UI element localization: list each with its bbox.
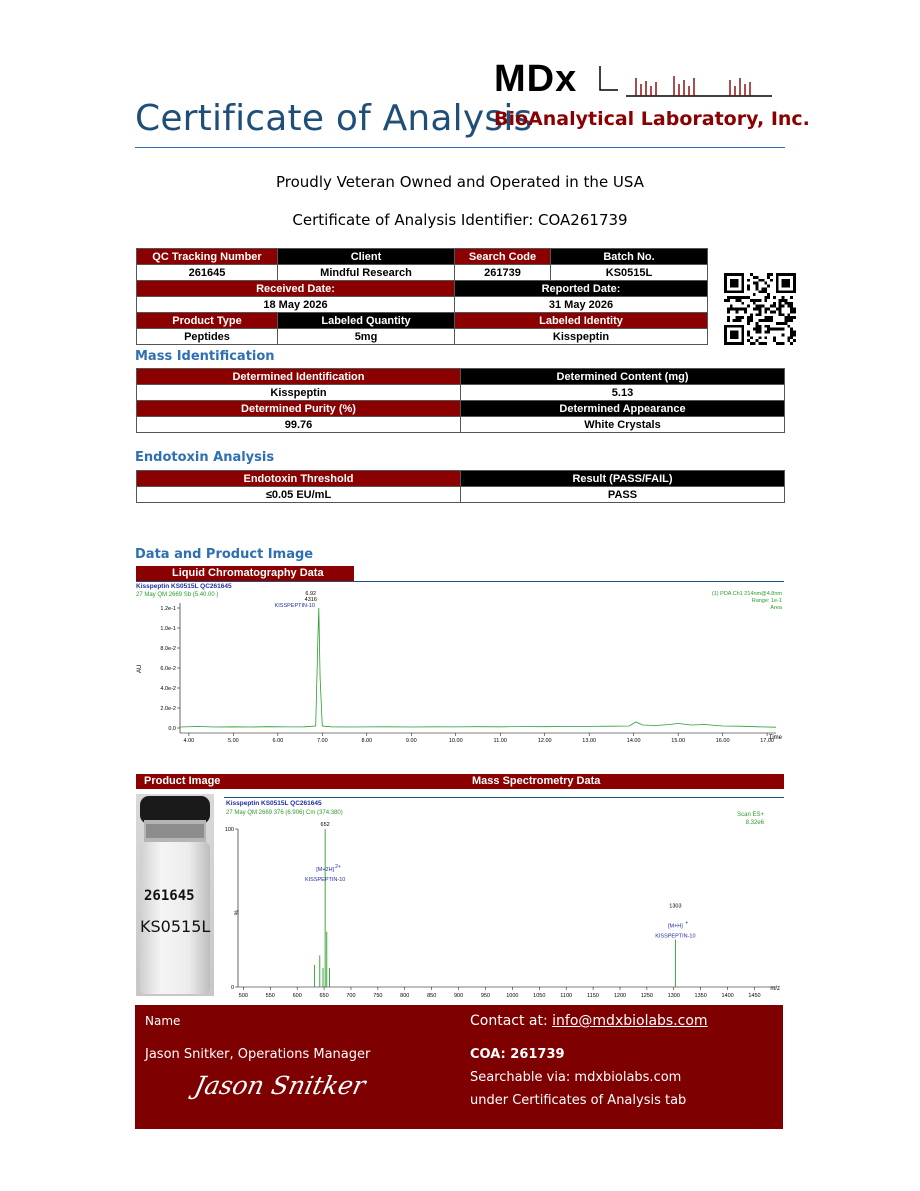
determined-purity-value: 99.76: [137, 417, 461, 433]
lc-y-tick-label: 8.0e-2: [160, 646, 176, 652]
lc-y-tick-label: 4.0e-2: [160, 686, 176, 692]
lc-xunit: Time: [768, 735, 782, 741]
footer-under: under Certificates of Analysis tab: [470, 1093, 687, 1108]
lc-x-tick-label: 11.00: [493, 738, 507, 744]
ms-banner: Mass Spectrometry Data: [472, 775, 601, 787]
received-date-value: 18 May 2026: [137, 297, 455, 313]
header-determined-appearance: Determined Appearance: [461, 401, 785, 417]
ms-peak1-name: KISSPEPTIN-10: [304, 877, 346, 883]
lc-range: Range: 1e-1: [751, 598, 782, 604]
search-code-value: 261739: [455, 265, 551, 281]
page-title: Certificate of Analysis: [135, 98, 533, 139]
lc-peak-rt: 6.92: [305, 591, 317, 597]
lc-subtitle: 27 May QM 2669 Sb (5.40.00 ): [136, 592, 219, 598]
header-endotoxin-threshold: Endotoxin Threshold: [137, 471, 461, 487]
ms-scan-mode: Scan ES+: [737, 812, 764, 818]
endotoxin-result-value: PASS: [461, 487, 785, 503]
coa-identifier: Certificate of Analysis Identifier: COA261739: [292, 211, 628, 229]
logo-spectrum-icon: [596, 64, 774, 100]
lc-x-tick-label: 13.00: [582, 738, 597, 744]
ms-x-tick-label: 1100: [560, 993, 573, 999]
product-type-value: Peptides: [137, 329, 278, 345]
lc-series-line: [180, 608, 776, 727]
lc-x-tick-label: 7.00: [316, 738, 328, 744]
lc-x-tick-label: 17.00: [760, 738, 774, 744]
ms-x-tick-label: 800: [400, 993, 410, 999]
lc-peak-name: KISSPEPTIN-10: [274, 603, 315, 609]
ms-ylabel: %: [232, 910, 238, 916]
labeled-quantity-value: 5mg: [278, 329, 455, 345]
logo-lab-name: BioAnalytical Laboratory, Inc.: [494, 108, 810, 130]
labeled-identity-value: Kisspeptin: [455, 329, 708, 345]
lc-y-tick-label: 1.0e-1: [160, 626, 176, 632]
lc-x-tick-label: 5.00: [228, 738, 239, 744]
endotoxin-table: [136, 470, 785, 503]
footer-searchable: Searchable via: mdxbiolabs.com: [470, 1070, 682, 1085]
header-search-code: Search Code: [455, 249, 551, 265]
ms-peak1-mz: 652: [320, 822, 330, 828]
footer-contact: [470, 1013, 708, 1029]
footer-contact-email-link[interactable]: info@mdxbiolabs.com: [552, 1013, 708, 1029]
ms-x-tick-label: 1150: [587, 993, 599, 999]
ms-y-tick-label: 0: [230, 985, 234, 991]
lc-x-tick-label: 10.00: [448, 738, 463, 744]
ms-x-tick-label: 500: [238, 993, 248, 999]
lc-detector: (1) PDA Ch1 214nm@4.8nm: [711, 591, 782, 597]
ms-x-tick-label: 1300: [667, 993, 680, 999]
ms-x-tick-label: 950: [480, 993, 491, 999]
header-determined-identification: Determined Identification: [137, 369, 461, 385]
qc-tracking-value: 261645: [137, 265, 278, 281]
ms-x-tick-label: 700: [346, 993, 356, 999]
lc-y-tick-label: 1.2e-1: [160, 606, 176, 612]
client-value: Mindful Research: [278, 265, 455, 281]
footer-panel: [135, 1005, 783, 1129]
ms-x-tick-label: 1000: [506, 993, 519, 999]
ms-peak2-ion: [M+H]: [667, 923, 683, 930]
ms-x-tick-label: 1200: [613, 993, 627, 999]
lc-x-tick-label: 12.00: [537, 738, 552, 744]
lc-x-tick-label: 8.00: [361, 738, 373, 744]
data-section-heading: Data and Product Image: [135, 547, 314, 562]
determined-appearance-value: White Crystals: [461, 417, 785, 433]
lc-banner: Liquid Chromatography Data: [136, 566, 354, 581]
ms-peak1-charge: 2+: [335, 864, 341, 870]
ms-x-tick-label: 550: [265, 993, 275, 999]
ms-xunit: m/z: [770, 986, 780, 992]
ms-spectrum: [224, 797, 784, 1002]
header-received-date: Received Date:: [137, 281, 455, 297]
footer-coa: COA: 261739: [470, 1047, 565, 1062]
header-endotoxin-result: Result (PASS/FAIL): [461, 471, 785, 487]
determined-content-value: 5.13: [461, 385, 785, 401]
header-divider: [135, 147, 785, 148]
product-vial-image: [136, 794, 214, 996]
ms-x-tick-label: 650: [319, 993, 329, 999]
header-labeled-quantity: Labeled Quantity: [278, 313, 455, 329]
lc-x-tick-label: 4.00: [183, 738, 195, 744]
product-image-banner: Product Image: [144, 775, 221, 787]
vial-label-batch: KS0515L: [140, 917, 211, 936]
ms-x-tick-label: 750: [373, 993, 383, 999]
footer-signer: Jason Snitker, Operations Manager: [145, 1047, 371, 1062]
ms-y-tick-label: 100: [224, 827, 234, 833]
ms-peak2-mz: 1303: [669, 903, 682, 910]
ms-x-tick-label: 1350: [694, 993, 707, 999]
determined-identification-value: Kisspeptin: [137, 385, 461, 401]
header-batch-no: Batch No.: [551, 249, 708, 265]
lc-y-tick-label: 0.0: [168, 726, 176, 732]
lc-y-tick-label: 6.0e-2: [160, 666, 176, 672]
qr-code-icon[interactable]: [724, 273, 796, 345]
footer-signature: Jason Snitker: [191, 1071, 369, 1100]
ms-x-tick-label: 1250: [640, 993, 654, 999]
lc-x-tick-label: 14.00: [626, 738, 641, 744]
header-determined-purity: Determined Purity (%): [137, 401, 461, 417]
header-client: Client: [278, 249, 455, 265]
lc-x-tick-label: 15.00: [671, 738, 686, 744]
mass-identification-table: [136, 368, 785, 433]
ms-subtitle: 27 May QM 2669 376 (6.906) Cm (374:380): [226, 810, 343, 816]
lc-peak-area: 4316: [304, 597, 317, 603]
ms-intensity-max: 8.32e6: [745, 820, 764, 826]
lc-x-tick-label: 9.00: [405, 738, 417, 744]
batch-no-value: KS0515L: [551, 265, 708, 281]
header-qc-tracking: QC Tracking Number: [137, 249, 278, 265]
mass-identification-heading: Mass Identification: [135, 349, 275, 364]
tagline: Proudly Veteran Owned and Operated in the USA: [276, 173, 644, 191]
ms-peak2-charge: +: [685, 920, 689, 927]
ms-peak1-ion: [M+2H]: [316, 867, 335, 873]
ms-x-tick-label: 1400: [721, 993, 734, 999]
lc-x-tick-label: 16.00: [715, 738, 730, 744]
ms-x-tick-label: 1050: [533, 993, 546, 999]
ms-x-tick-label: 850: [427, 993, 437, 999]
vial-label-qc: 261645: [144, 888, 195, 904]
endotoxin-heading: Endotoxin Analysis: [135, 450, 275, 465]
lc-chromatogram: [136, 581, 784, 746]
lc-ylabel: AU: [137, 664, 143, 673]
reported-date-value: 31 May 2026: [455, 297, 708, 313]
ms-peak2-name: KISSPEPTIN-10: [655, 933, 696, 940]
header-labeled-identity: Labeled Identity: [455, 313, 708, 329]
ms-x-tick-label: 1450: [748, 993, 761, 999]
ms-title: Kisspeptin KS0515L QC261645: [226, 800, 322, 807]
lc-y-tick-label: 2.0e-2: [160, 706, 176, 712]
info-table: [136, 248, 708, 345]
product-ms-banner-row: [136, 774, 784, 789]
ms-x-tick-label: 600: [292, 993, 302, 999]
header-reported-date: Reported Date:: [455, 281, 708, 297]
lc-title: Kisspeptin KS0515L QC261645: [136, 583, 232, 590]
footer-contact-prefix: Contact at:: [470, 1013, 553, 1029]
header-determined-content: Determined Content (mg): [461, 369, 785, 385]
ms-x-tick-label: 900: [453, 993, 464, 999]
endotoxin-threshold-value: ≤0.05 EU/mL: [137, 487, 461, 503]
footer-name-label: Name: [145, 1014, 181, 1028]
lc-area-label: Area: [770, 605, 782, 611]
lc-x-tick-label: 6.00: [272, 738, 284, 744]
logo-mdx: MDx: [494, 58, 578, 100]
header-product-type: Product Type: [137, 313, 278, 329]
